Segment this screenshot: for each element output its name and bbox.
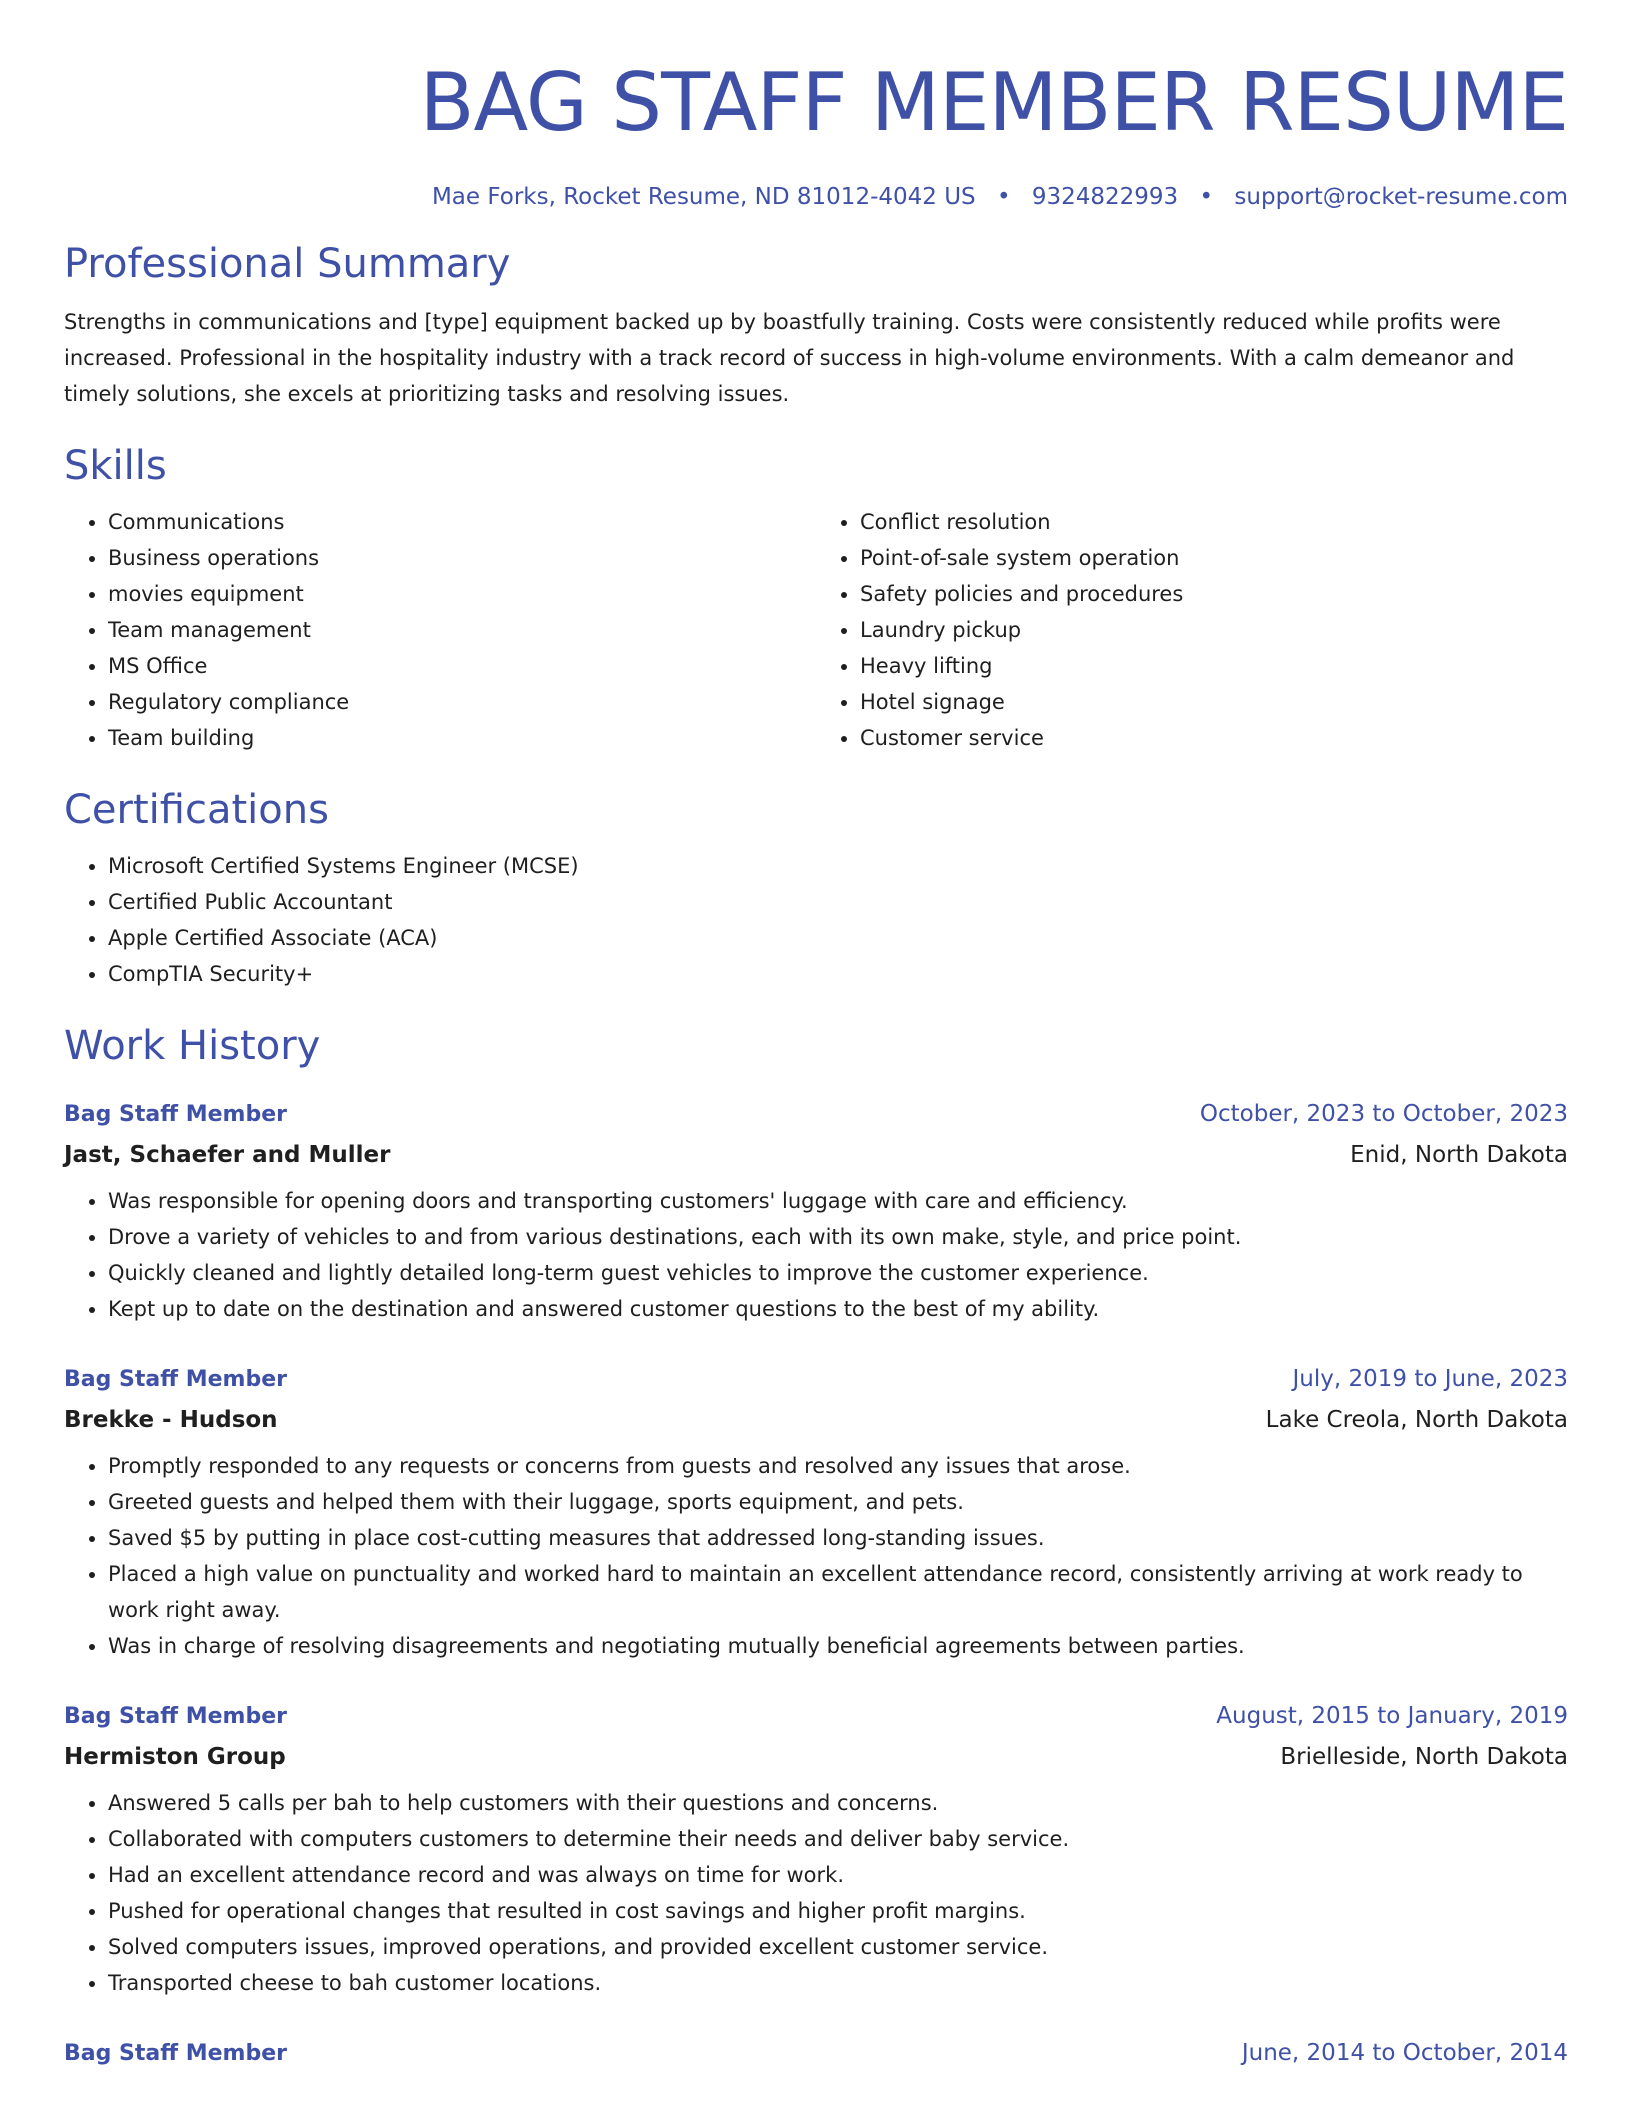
job-bullets: [64, 1183, 1568, 1327]
skill-item: • Laundry pickup: [860, 612, 1568, 648]
job-location: Brielleside, North Dakota: [1280, 1744, 1568, 1770]
job-bullets: [64, 1785, 1568, 2001]
job-bullet: • Greeted guests and helped them with their luggage, sports equipment, and pets.: [108, 1484, 1568, 1520]
skill-item: • Conflict resolution: [860, 504, 1568, 540]
contact-separator: •: [996, 184, 1011, 210]
job-bullet: • Drove a variety of vehicles to and from various destinations, each with its own make, style, and price point.: [108, 1219, 1568, 1255]
job-bullet: • Saved $5 by putting in place cost-cutting measures that addressed long-standing issues.: [108, 1520, 1568, 1556]
job-entry: [64, 1359, 1568, 1664]
certification-item: • Apple Certified Associate (ACA): [108, 920, 1568, 956]
section-heading-work-history: Work History: [64, 1023, 321, 1069]
certifications-list: [64, 848, 1568, 992]
job-bullet: • Placed a high value on punctuality and worked hard to maintain an excellent attendance record, consistently arriving at work ready to work right away.: [108, 1556, 1568, 1628]
job-location: Lake Creola, North Dakota: [1265, 1407, 1568, 1433]
job-entry: [64, 1094, 1568, 1327]
job-bullet: • Was responsible for opening doors and transporting customers' luggage with care and efficiency.: [108, 1183, 1568, 1219]
work-history-section: [64, 1020, 1568, 2074]
jobs-list: [64, 1094, 1568, 2074]
job-bullets: [64, 1448, 1568, 1664]
skill-item: • Team building: [108, 720, 816, 756]
summary-section: [64, 238, 1568, 412]
job-bullet: • Transported cheese to bah customer locations.: [108, 1965, 1568, 2001]
section-heading-certifications: Certifications: [64, 787, 329, 833]
job-title: Bag Staff Member: [64, 1367, 287, 1392]
job-bullet: • Pushed for operational changes that resulted in cost savings and higher profit margins.: [108, 1893, 1568, 1929]
job-company: Brekke - Hudson: [64, 1407, 278, 1433]
job-dates: July, 2019 to June, 2023: [1292, 1366, 1568, 1392]
certifications-section: [64, 784, 1568, 992]
job-bullet: • Collaborated with computers customers to determine their needs and deliver baby service.: [108, 1821, 1568, 1857]
job-bullet: • Was in charge of resolving disagreements and negotiating mutually beneficial agreements between parties.: [108, 1628, 1568, 1664]
certification-item: • Microsoft Certified Systems Engineer (MCSE): [108, 848, 1568, 884]
job-company: Hermiston Group: [64, 1744, 286, 1770]
skill-item: • Safety policies and procedures: [860, 576, 1568, 612]
skill-item: • Team management: [108, 612, 816, 648]
contact-email: support@rocket-resume.com: [1234, 184, 1568, 210]
job-bullet: • Kept up to date on the destination and answered customer questions to the best of my ability.: [108, 1291, 1568, 1327]
certification-item: • Certified Public Accountant: [108, 884, 1568, 920]
job-entry: [64, 2033, 1568, 2074]
job-dates: August, 2015 to January, 2019: [1216, 1703, 1568, 1729]
skill-item: • Point-of-sale system operation: [860, 540, 1568, 576]
skill-item: • Heavy lifting: [860, 648, 1568, 684]
skills-section: [64, 440, 1568, 756]
job-location: Enid, North Dakota: [1350, 1142, 1568, 1168]
resume-header: [64, 0, 1568, 212]
job-title: Bag Staff Member: [64, 2041, 287, 2066]
job-company-row: [64, 1400, 1568, 1440]
page-title: BAG STAFF MEMBER RESUME: [419, 56, 1568, 149]
resume-page: [64, 0, 1568, 2074]
job-title-row: [64, 1359, 1568, 1400]
job-title-row: [64, 2033, 1568, 2074]
job-bullet: • Had an excellent attendance record and was always on time for work.: [108, 1857, 1568, 1893]
job-company-row: [64, 1737, 1568, 1777]
skill-item: • movies equipment: [108, 576, 816, 612]
skills-list-right: [816, 504, 1568, 756]
skills-grid: [64, 492, 1568, 756]
contact-separator: •: [1199, 184, 1214, 210]
contact-phone: 9324822993: [1031, 184, 1179, 210]
job-bullet: • Answered 5 calls per bah to help customers with their questions and concerns.: [108, 1785, 1568, 1821]
job-dates: October, 2023 to October, 2023: [1199, 1101, 1568, 1127]
skill-item: • Communications: [108, 504, 816, 540]
section-heading-summary: Professional Summary: [64, 241, 511, 287]
certification-item: • CompTIA Security+: [108, 956, 1568, 992]
contact-line: [64, 182, 1568, 212]
job-entry: [64, 1696, 1568, 2001]
job-bullet: • Solved computers issues, improved operations, and provided excellent customer service.: [108, 1929, 1568, 1965]
section-heading-skills: Skills: [64, 443, 167, 489]
job-title: Bag Staff Member: [64, 1704, 287, 1729]
job-dates: June, 2014 to October, 2014: [1241, 2040, 1568, 2066]
job-company-row: [64, 1135, 1568, 1175]
skill-item: • Hotel signage: [860, 684, 1568, 720]
skill-item: • MS Office: [108, 648, 816, 684]
skills-list-left: [64, 504, 816, 756]
job-company: Jast, Schaefer and Muller: [64, 1142, 391, 1168]
skill-item: • Business operations: [108, 540, 816, 576]
job-title: Bag Staff Member: [64, 1102, 287, 1127]
summary-text: Strengths in communications and [type] equipment backed up by boastfully training. Costs were consistently reduced while profits were increased. Professional in the hospitality industry with a track record of success in high-volume environments. With a calm demeanor and timely solutions, she excels at prioritizing tasks and resolving issues.: [64, 310, 1515, 406]
skill-item: • Regulatory compliance: [108, 684, 816, 720]
skill-item: • Customer service: [860, 720, 1568, 756]
job-title-row: [64, 1094, 1568, 1135]
job-bullet: • Promptly responded to any requests or concerns from guests and resolved any issues that arose.: [108, 1448, 1568, 1484]
job-title-row: [64, 1696, 1568, 1737]
contact-address: Mae Forks, Rocket Resume, ND 81012-4042 US: [431, 184, 976, 210]
job-bullet: • Quickly cleaned and lightly detailed long-term guest vehicles to improve the customer experience.: [108, 1255, 1568, 1291]
